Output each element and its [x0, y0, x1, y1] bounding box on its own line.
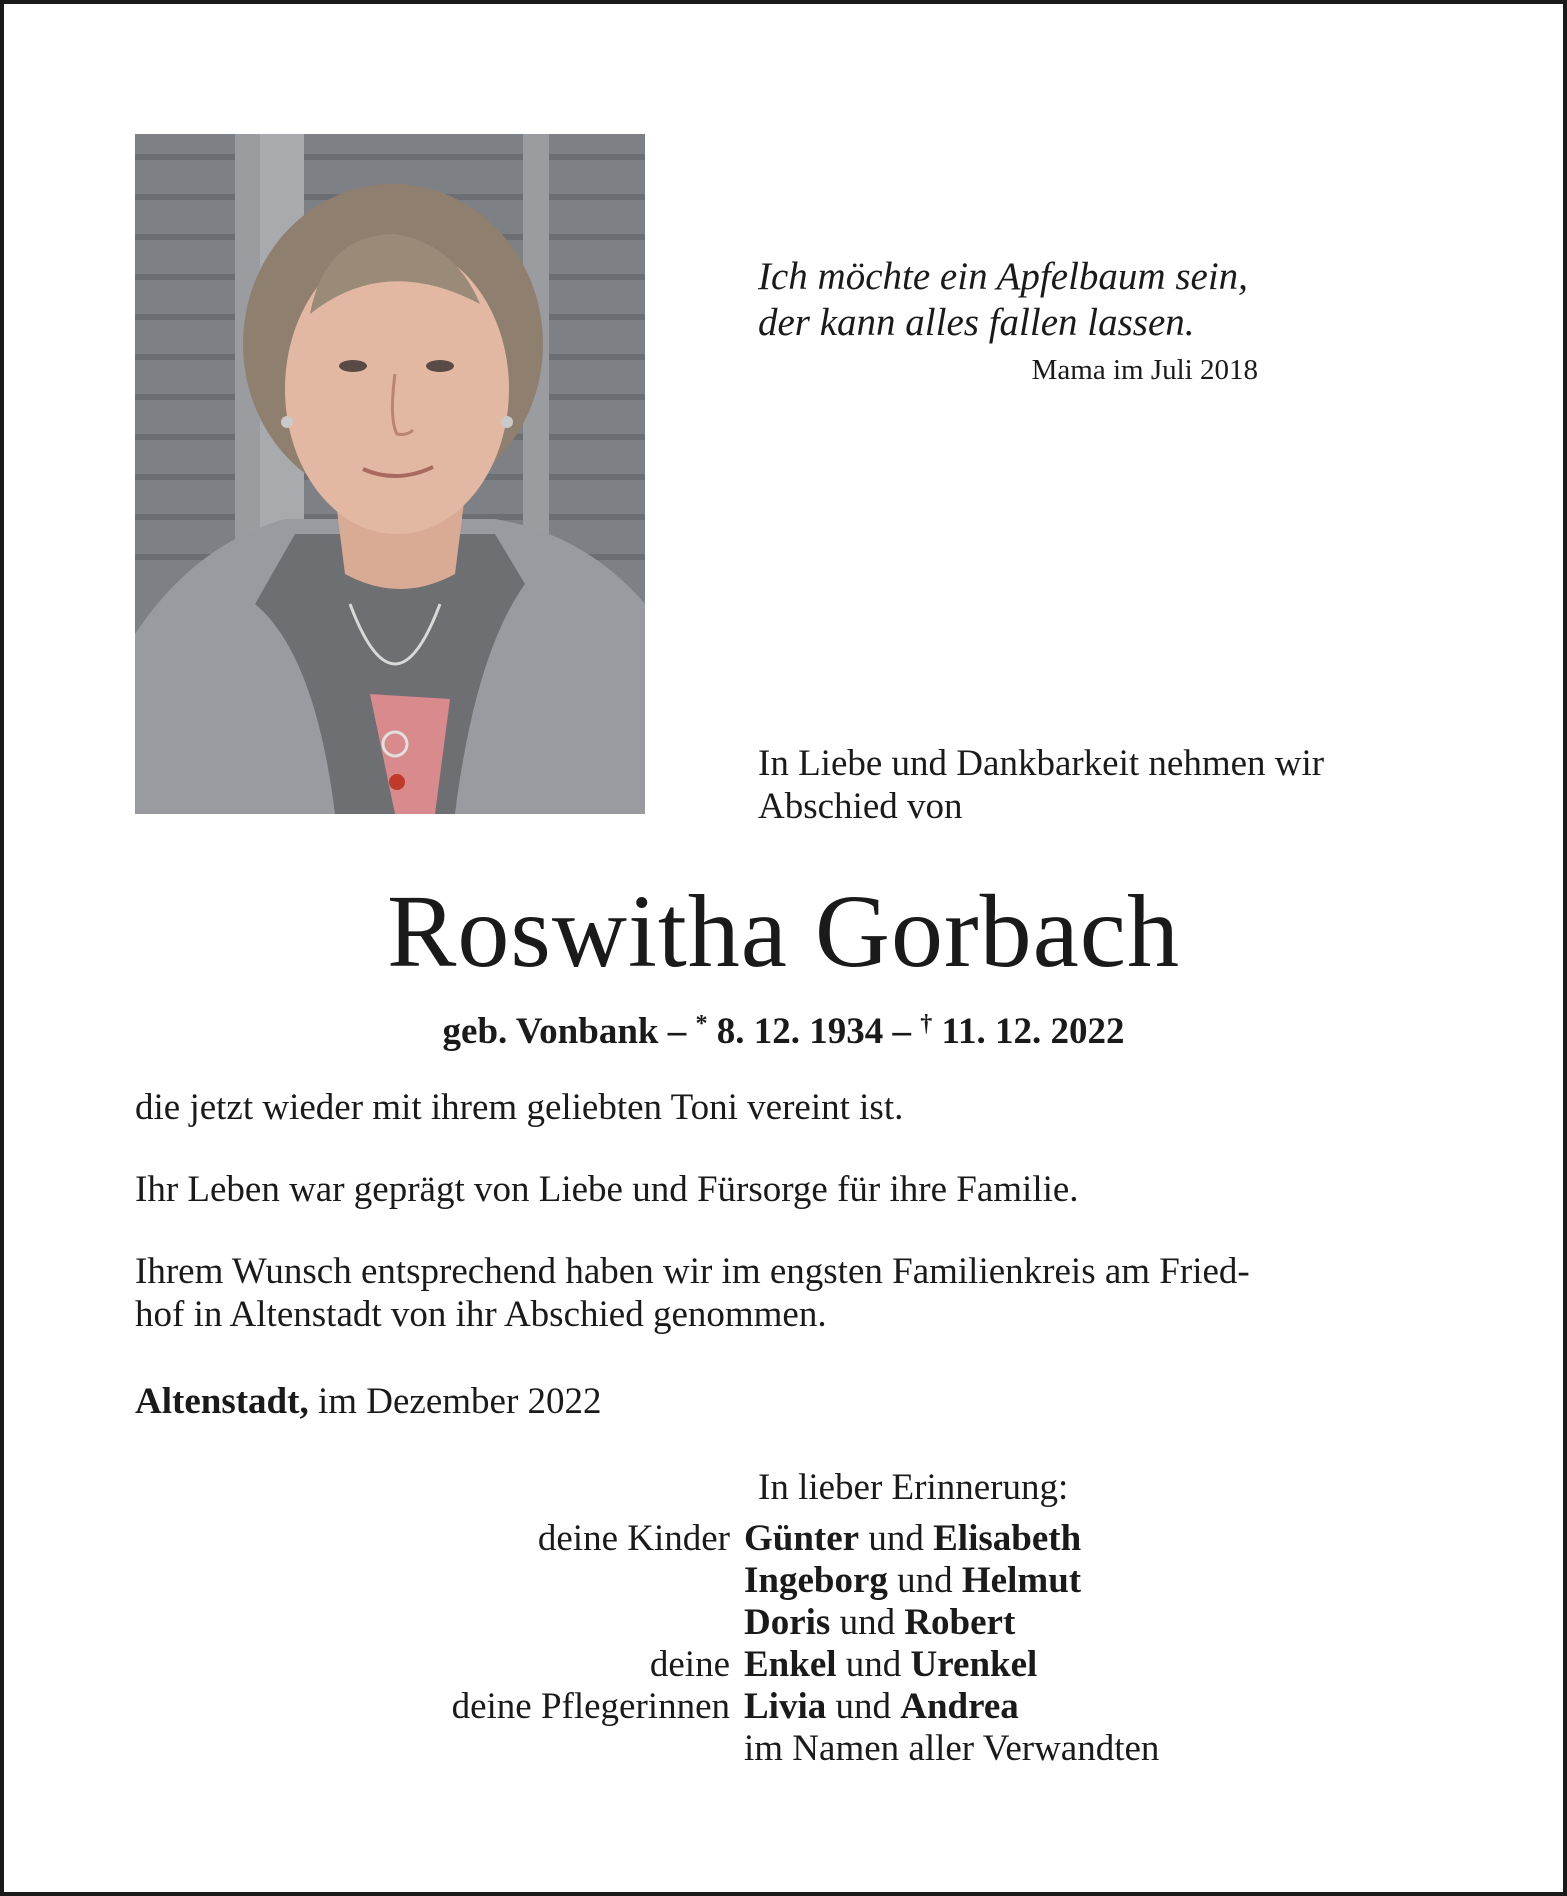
- deceased-name: Roswitha Gorbach: [387, 874, 1180, 989]
- family-name: Doris: [744, 1602, 831, 1643]
- family-name: Andrea: [900, 1686, 1019, 1727]
- body-paragraph-3-line-2: hof in Altenstadt von ihr Abschied genommen.: [135, 1294, 827, 1335]
- portrait-image: [135, 134, 645, 814]
- place: Altenstadt,: [135, 1381, 309, 1422]
- family-row: [304, 1644, 1404, 1686]
- family-role: deine Pflegerinnen: [451, 1686, 730, 1727]
- birth-symbol: *: [695, 1011, 708, 1037]
- family-row: [304, 1560, 1404, 1602]
- intro-line-2: Abschied von: [758, 786, 963, 827]
- family-row: [304, 1518, 1404, 1560]
- family-row: [304, 1686, 1404, 1728]
- family-name: Urenkel: [910, 1644, 1038, 1685]
- family-name: Günter: [744, 1518, 860, 1559]
- family-name: Robert: [904, 1602, 1016, 1643]
- intro-text: [758, 742, 1458, 828]
- family-role: deine Kinder: [537, 1518, 730, 1559]
- family-name: Enkel: [744, 1644, 837, 1685]
- family-name: Ingeborg: [744, 1560, 888, 1601]
- family-closing: im Namen aller Verwandten: [744, 1728, 1160, 1769]
- body-paragraph-1: die jetzt wieder mit ihrem geliebten Toni vereint ist.: [135, 1087, 904, 1128]
- life-dates: geb. Vonbank – * 8. 12. 1934 – † 11. 12. 2022: [442, 1011, 1125, 1052]
- memory-heading: In lieber Erinnerung:: [758, 1467, 1069, 1508]
- quote-block: [758, 254, 1318, 387]
- quote-attribution: Mama im Juli 2018: [1031, 354, 1258, 386]
- death-date: 11. 12. 2022: [941, 1011, 1125, 1052]
- body-paragraph-2: Ihr Leben war geprägt von Liebe und Fürsorge für ihre Familie.: [135, 1169, 1079, 1210]
- family-name: Livia: [744, 1686, 827, 1727]
- conjunction: und: [897, 1560, 953, 1601]
- family-role-empty: [304, 1728, 744, 1770]
- family-role: deine: [649, 1644, 730, 1685]
- conjunction: und: [845, 1644, 902, 1685]
- maiden-name: geb. Vonbank: [442, 1011, 659, 1052]
- intro-line-1: In Liebe und Dankbarkeit nehmen wir: [758, 743, 1325, 784]
- family-list: [304, 1518, 1404, 1770]
- body-paragraph-3-line-1: Ihrem Wunsch entsprechend haben wir im engsten Familienkreis am Fried-: [135, 1251, 1250, 1292]
- date: im Dezember 2022: [317, 1381, 602, 1422]
- conjunction: und: [835, 1686, 891, 1727]
- family-name: Helmut: [961, 1560, 1082, 1601]
- family-row: [304, 1602, 1404, 1644]
- place-date: [135, 1380, 602, 1423]
- quote-line-2: der kann alles fallen lassen.: [758, 301, 1195, 344]
- conjunction: und: [868, 1518, 924, 1559]
- family-name: Elisabeth: [933, 1518, 1082, 1559]
- family-row: [304, 1728, 1404, 1770]
- family-role: [304, 1560, 744, 1602]
- body-text: [135, 1086, 1445, 1375]
- portrait-photo: [135, 134, 645, 814]
- death-symbol: †: [920, 1011, 933, 1037]
- quote-line-1: Ich möchte ein Apfelbaum sein,: [758, 255, 1248, 298]
- birth-date: 8. 12. 1934: [716, 1011, 884, 1052]
- conjunction: und: [839, 1602, 896, 1643]
- body-paragraph-3: [135, 1250, 1445, 1336]
- family-role: [304, 1602, 744, 1644]
